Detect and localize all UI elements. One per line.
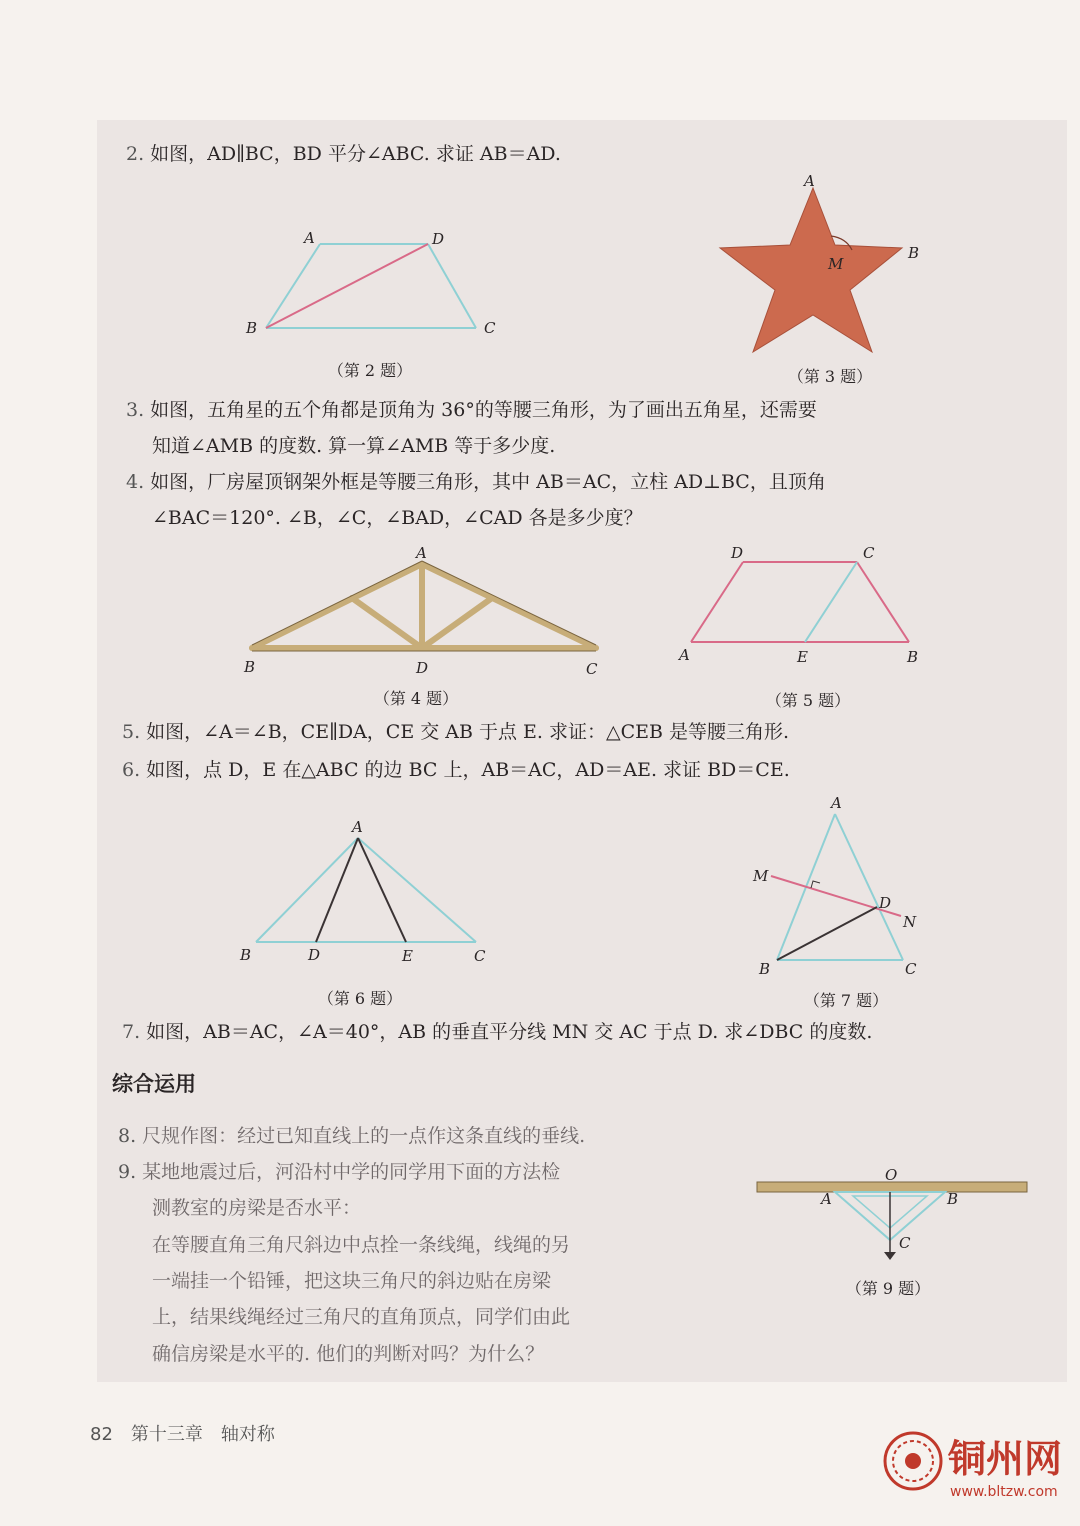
caption-figure-6: （第 6 题） (317, 989, 403, 1008)
problem-4-line-2: ∠BAC＝120°. ∠B，∠C，∠BAD，∠CAD 各是多少度？ (152, 507, 643, 529)
segment-BD (266, 244, 428, 328)
problem-number: 6. (122, 759, 141, 781)
problem-number: 8. (118, 1125, 137, 1147)
label-D: D (416, 659, 429, 677)
caption-figure-3: （第 3 题） (787, 367, 873, 386)
watermark-title: 铜州网 (948, 1436, 1063, 1481)
problem-7 (122, 1018, 872, 1047)
problem-text: 如图，厂房屋顶钢架外框是等腰三角形，其中 AB＝AC，立柱 AD⊥BC，且顶角 (150, 471, 826, 493)
label-O: O (885, 1166, 898, 1184)
caption-figure-2: （第 2 题） (327, 361, 413, 380)
problem-3-line-2: 知道∠AMB 的度数. 算一算∠AMB 等于多少度. (152, 435, 556, 457)
label-B: B (907, 648, 919, 666)
page-footer (90, 1420, 293, 1446)
figure-6-triangle (232, 814, 512, 974)
segment-CB (857, 562, 909, 642)
figure-5-trapezoid (675, 540, 935, 670)
five-pointed-star (720, 188, 902, 352)
label-C: C (905, 960, 917, 978)
label-A: A (821, 1190, 832, 1208)
problem-text: 尺规作图：经过已知直线上的一点作这条直线的垂线. (142, 1125, 586, 1147)
label-E: E (797, 648, 808, 666)
label-C: C (474, 947, 486, 965)
label-B: B (947, 1190, 959, 1208)
figure-2-trapezoid (240, 222, 520, 347)
chapter-title: 轴对称 (220, 1424, 275, 1445)
problem-9-line-6: 确信房梁是水平的. 他们的判断对吗？为什么？ (152, 1343, 545, 1365)
right-angle-mark (811, 881, 820, 888)
segment-DC (428, 244, 476, 328)
figure-7-triangle (745, 792, 935, 982)
label-B: B (908, 244, 920, 262)
caption-figure-7: （第 7 题） (803, 991, 889, 1010)
label-B: B (244, 658, 256, 676)
problem-9-line-3: 在等腰直角三角尺斜边中点拴一条线绳，线绳的另 (152, 1234, 571, 1256)
problem-number: 5. (122, 721, 141, 743)
label-D: D (308, 946, 321, 964)
problem-number: 2. (126, 143, 145, 165)
chapter-number: 第十三章 (130, 1424, 203, 1445)
label-A: A (679, 646, 690, 664)
rafter-AC (422, 564, 596, 648)
problem-9-line-1 (118, 1158, 560, 1187)
segment-AC (358, 838, 476, 942)
caption-figure-5: （第 5 题） (765, 691, 851, 710)
label-C: C (586, 660, 598, 678)
problem-8 (118, 1122, 585, 1151)
problem-9-line-5: 上，结果线绳经过三角尺的直角顶点，同学们由此 (152, 1306, 571, 1328)
plumb-bob (884, 1252, 896, 1260)
figure-9-beam-setsquare (755, 1164, 1035, 1264)
segment-DA (691, 562, 743, 642)
problem-3-line-1 (126, 396, 817, 425)
caption-figure-4: （第 4 题） (373, 689, 459, 708)
brace-left (352, 598, 422, 648)
label-A: A (804, 172, 815, 190)
label-D: D (432, 230, 445, 248)
label-E: E (402, 947, 413, 965)
segment-CE (805, 562, 857, 642)
figure-4-roof-truss (240, 542, 620, 682)
problem-number: 7. (122, 1021, 141, 1043)
label-A: A (304, 229, 315, 247)
label-C: C (484, 319, 496, 337)
watermark (882, 1428, 1074, 1514)
problem-6 (122, 756, 790, 785)
label-A: A (416, 544, 427, 562)
segment-BD (777, 907, 877, 960)
problem-4-line-1 (126, 468, 826, 497)
problem-5 (122, 718, 789, 747)
segment-AB (256, 838, 358, 942)
label-C: C (899, 1234, 911, 1252)
label-N: N (903, 913, 917, 931)
label-C: C (863, 544, 875, 562)
label-B: B (240, 946, 252, 964)
problem-9-line-4: 一端挂一个铅锤，把这块三角尺的斜边贴在房梁 (152, 1270, 552, 1292)
watermark-seal-icon (882, 1430, 944, 1492)
problem-text: 如图，点 D，E 在△ABC 的边 BC 上，AB＝AC，AD＝AE. 求证 BD＝CE. (146, 759, 790, 781)
label-M: M (753, 867, 769, 885)
label-B: B (246, 319, 258, 337)
problem-text: 如图，五角星的五个角都是顶角为 36°的等腰三角形，为了画出五角星，还需要 (150, 399, 817, 421)
section-heading: 综合运用 (112, 1072, 196, 1096)
problem-9-line-2: 测教室的房梁是否水平： (152, 1197, 362, 1219)
caption-figure-9: （第 9 题） (845, 1279, 931, 1298)
label-A: A (831, 794, 842, 812)
label-M: M (828, 255, 844, 273)
problem-number: 9. (118, 1161, 137, 1183)
problem-text: 如图，∠A＝∠B，CE∥DA，CE 交 AB 于点 E. 求证：△CEB 是等腰三角形. (146, 721, 790, 743)
segment-AD (316, 838, 358, 942)
problem-text: 如图，AD∥BC，BD 平分∠ABC. 求证 AB＝AD. (150, 143, 561, 165)
page-number: 82 (90, 1424, 113, 1445)
problem-text: 某地地震过后，河沿村中学的同学用下面的方法检 (142, 1161, 561, 1183)
problem-number: 3. (126, 399, 145, 421)
segment-AE (358, 838, 406, 942)
segment-AC (835, 814, 903, 960)
brace-right (422, 598, 492, 648)
problem-2 (126, 140, 561, 169)
problem-text: 如图，AB＝AC，∠A＝40°，AB 的垂直平分线 MN 交 AC 于点 D. 求∠DBC 的度数. (146, 1021, 873, 1043)
label-B: B (759, 960, 771, 978)
figure-3-star (700, 168, 940, 368)
label-A: A (352, 818, 363, 836)
problem-number: 4. (126, 471, 145, 493)
segment-AB (266, 244, 320, 328)
label-D: D (731, 544, 744, 562)
watermark-url: www.bltzw.com (950, 1484, 1058, 1500)
label-D: D (879, 894, 892, 912)
rafter-AB (252, 564, 422, 648)
